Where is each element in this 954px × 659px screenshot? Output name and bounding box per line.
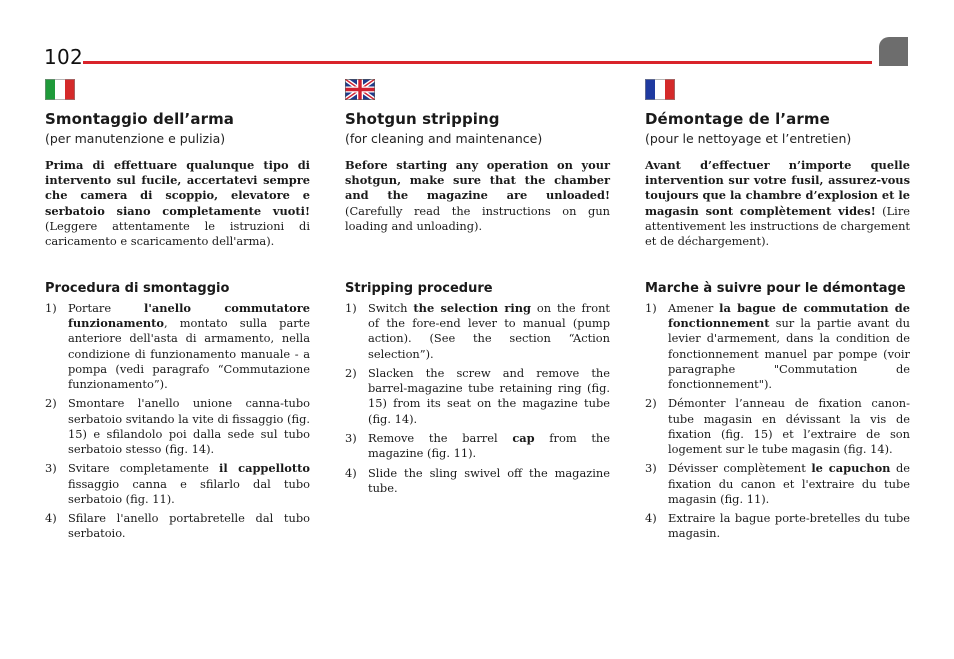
procedure-step xyxy=(45,396,310,457)
section-title: Shotgun stripping xyxy=(345,110,500,128)
procedure-step xyxy=(345,366,610,427)
uk-flag-icon xyxy=(345,79,375,100)
step-text: Démonter l’anneau de fixation canon-tube magasin en dévissant la vis de fixation (fig. 15) et l’extraire de son logement sur le tube magasin (fig. 14). xyxy=(668,396,910,457)
procedure-step xyxy=(45,461,310,507)
step-number: 3) xyxy=(45,461,57,476)
step-bold-text: le capuchon xyxy=(811,461,891,476)
step-text: Slide the sling swivel off the magazine tube. xyxy=(368,465,610,495)
step-bold-text: il cappellotto xyxy=(219,461,310,476)
procedure-steps xyxy=(645,301,910,546)
section-title: Smontaggio dell’arma xyxy=(45,110,235,128)
warning-rest-text: (Lire attentivement les instructions de chargement et de déchargement). xyxy=(645,203,911,249)
warning-paragraph xyxy=(345,158,610,234)
procedure-step xyxy=(45,511,310,541)
france-flag-icon xyxy=(645,79,675,100)
warning-bold-text: Prima di effettuare qualunque tipo di intervento sul fucile, accertatevi sempre che camera di scoppio, elevatore e serbatoio siano completamente vuoti! xyxy=(45,158,310,218)
warning-rest-text: (Carefully read the instructions on gun loading and unloading). xyxy=(345,203,610,233)
procedure-step xyxy=(345,431,610,461)
procedure-step xyxy=(645,511,910,541)
warning-paragraph xyxy=(45,158,310,249)
step-text: Sfilare l'anello portabretelle dal tubo serbatoio. xyxy=(68,511,310,541)
italy-flag-icon xyxy=(45,79,75,100)
step-bold-text: cap xyxy=(512,431,535,445)
warning-rest-text: (Leggere attentamente le istruzioni di caricamento e scaricamento dell'arma). xyxy=(45,218,310,249)
warning-bold-text: Avant d’effectuer n’importe quelle intervention sur votre fusil, assurez-vous toujours que la chambre d’explosion et le magasin sont complètement vides! xyxy=(645,158,910,218)
procedure-step xyxy=(45,301,310,392)
procedure-steps xyxy=(45,301,310,546)
step-text: Portare xyxy=(68,301,145,315)
section-subtitle: (per manutenzione e pulizia) xyxy=(45,131,226,146)
step-number: 4) xyxy=(45,511,57,526)
step-text: sur la partie avant du levier d'armement, dans la condition de fonctionnement manuel par pompe (voir paragraphe "Commutation de fonctionnement"). xyxy=(668,316,910,392)
step-text: Dévisser complètement xyxy=(668,461,812,476)
step-text: Extraire la bague porte-bretelles du tube magasin. xyxy=(668,511,910,541)
step-text: Remove the barrel xyxy=(368,431,513,445)
procedure-steps xyxy=(345,301,610,500)
step-number: 2) xyxy=(345,366,357,380)
step-number: 3) xyxy=(645,461,657,476)
step-text: Smontare l'anello unione canna-tubo serbatoio svitando la vite di fissaggio (fig. 15) e sfilandolo poi dalla sede sul tubo serbatoio stesso (fig. 14). xyxy=(68,396,310,457)
procedure-step xyxy=(645,301,910,392)
step-text: on the front of the fore-end lever to manual (pump action). (See the section “Action selection”). xyxy=(368,301,610,361)
step-text: de fixation du canon et l'extraire du tube magasin (fig. 11). xyxy=(668,461,911,506)
step-number: 4) xyxy=(645,511,657,526)
section-title: Démontage de l’arme xyxy=(645,110,830,128)
procedure-title: Marche à suivre pour le démontage xyxy=(645,281,906,296)
section-subtitle: (for cleaning and maintenance) xyxy=(345,131,543,146)
warning-paragraph xyxy=(645,158,910,249)
step-text: from the magazine (fig. 11). xyxy=(368,431,610,461)
step-number: 1) xyxy=(45,301,57,315)
procedure-step xyxy=(645,396,910,457)
step-text: Slacken the screw and remove the barrel-magazine tube retaining ring (fig. 15) from its seat on the magazine tube (fig. 14). xyxy=(368,366,610,426)
step-text: Switch xyxy=(368,301,414,315)
header-rule xyxy=(83,61,872,64)
column-italian xyxy=(45,79,310,541)
step-text: , montato sulla parte anteriore dell'asta di armamento, nella condizione di funzionamento manuale - a pompa (vedi paragrafo “Commutazione funzionamento”). xyxy=(68,316,310,392)
section-subtitle: (pour le nettoyage et l’entretien) xyxy=(645,131,852,146)
step-number: 2) xyxy=(645,396,657,411)
step-text: Amener xyxy=(668,301,720,315)
procedure-title: Stripping procedure xyxy=(345,281,493,296)
step-bold-text: l'anello commutatore funzionamento xyxy=(68,301,310,331)
procedure-step xyxy=(345,466,610,496)
page-number: 102 xyxy=(44,45,84,69)
procedure-step xyxy=(645,461,910,507)
step-number: 1) xyxy=(645,301,657,315)
step-bold-text: la bague de commutation de fonctionnement xyxy=(668,301,910,331)
step-number: 1) xyxy=(345,301,357,315)
step-number: 2) xyxy=(45,396,57,411)
step-number: 3) xyxy=(345,431,357,445)
step-text: fissaggio canna e sfilarlo dal tubo serbatoio (fig. 11). xyxy=(68,476,310,506)
procedure-step xyxy=(345,301,610,362)
column-english xyxy=(345,79,610,495)
column-french xyxy=(645,79,911,541)
corner-tab xyxy=(879,37,908,66)
step-text: Svitare completamente xyxy=(68,461,219,476)
procedure-title: Procedura di smontaggio xyxy=(45,281,230,296)
step-number: 4) xyxy=(345,465,357,480)
warning-bold-text: Before starting any operation on your shotgun, make sure that the chamber and the magazine are unloaded! xyxy=(345,158,610,203)
step-bold-text: the selection ring xyxy=(413,301,531,315)
